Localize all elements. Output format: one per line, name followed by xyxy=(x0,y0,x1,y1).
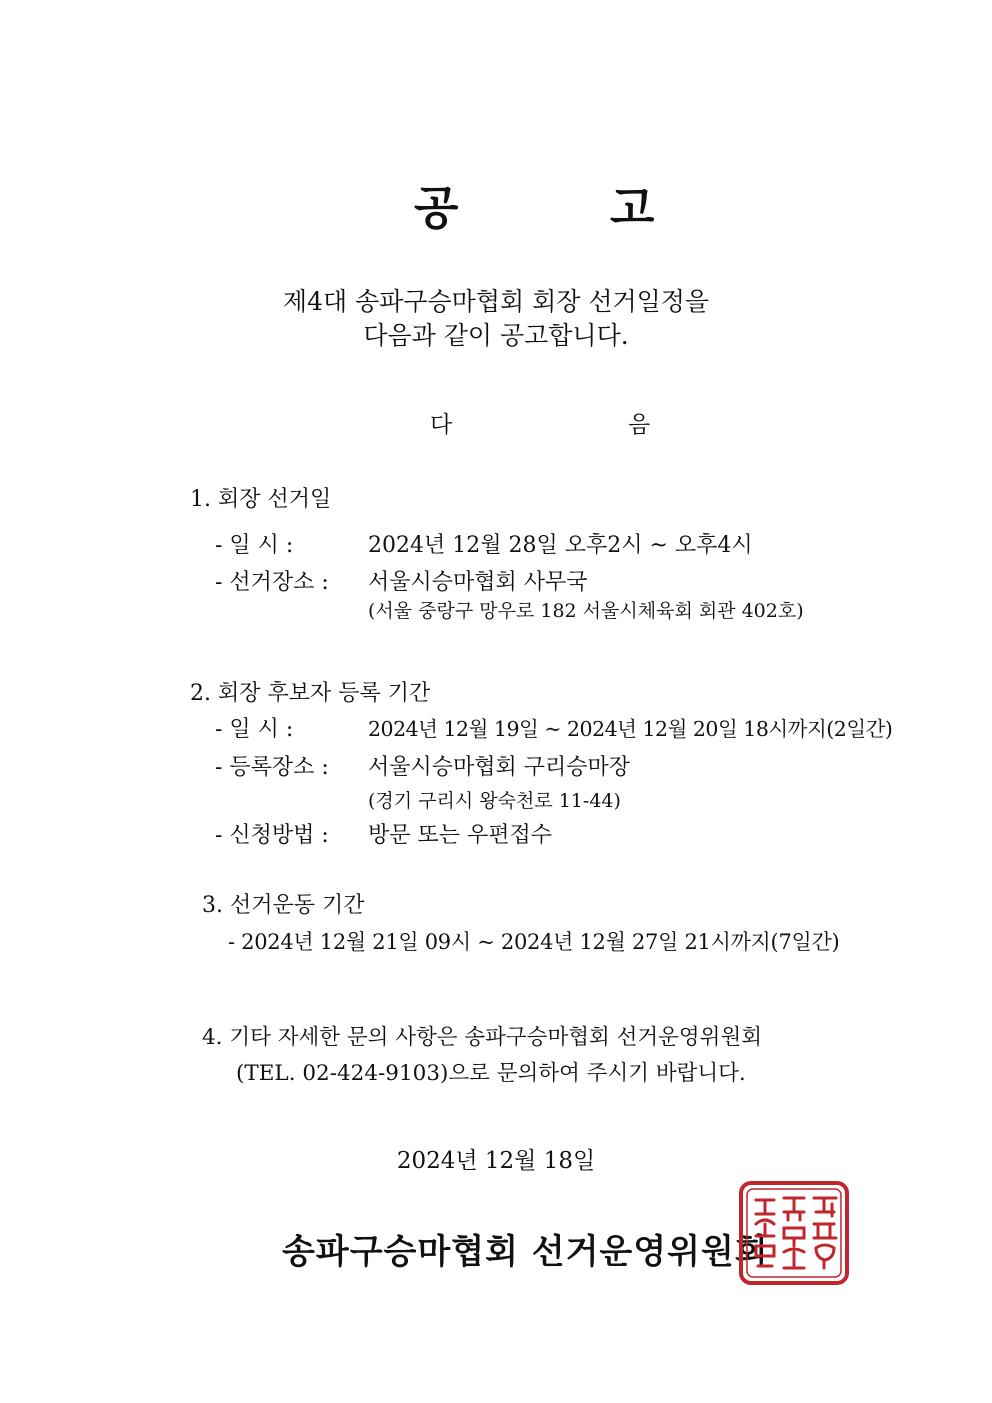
heading-left: 다 xyxy=(430,412,453,438)
section-1-place-value: 서울시승마협회 사무국 xyxy=(368,570,588,595)
section-2-datetime-label: - 일 시 : xyxy=(215,717,294,742)
section-2-method-value: 방문 또는 우편접수 xyxy=(368,823,553,848)
section-2-place-label: - 등록장소 : xyxy=(215,755,329,780)
heading-right: 음 xyxy=(628,412,651,438)
section-2-place-value: 서울시승마협회 구리승마장 xyxy=(368,755,631,780)
section-2-place-address: (경기 구리시 왕숙천로 11-44) xyxy=(368,790,621,812)
section-1-datetime-label: - 일 시 : xyxy=(215,533,294,558)
organization-name: 송파구승마협회 선거운영위원회 xyxy=(282,1232,769,1272)
section-3-title: 3. 선거운동 기간 xyxy=(202,893,365,918)
section-3-period: - 2024년 12월 21일 09시 ~ 2024년 12월 27일 21시까지(7일간) xyxy=(228,930,840,954)
section-1-place-address: (서울 중랑구 망우로 182 서울시체육회 회관 402호) xyxy=(368,600,804,622)
section-1-place-label: - 선거장소 : xyxy=(215,570,329,595)
section-4-line-1: 4. 기타 자세한 문의 사항은 송파구승마협회 선거운영위원회 xyxy=(202,1025,762,1050)
intro-line-1: 제4대 송파구승마협회 회장 선거일정을 xyxy=(282,287,710,316)
section-2-title: 2. 회장 후보자 등록 기간 xyxy=(190,681,431,706)
intro-line-2: 다음과 같이 공고합니다. xyxy=(363,321,629,350)
official-seal-icon xyxy=(738,1180,850,1286)
section-1-datetime-value: 2024년 12월 28일 오후2시 ~ 오후4시 xyxy=(368,533,753,558)
title-left-char: 공 xyxy=(414,181,459,235)
section-2-datetime-value: 2024년 12월 19일 ~ 2024년 12월 20일 18시까지(2일간) xyxy=(368,717,893,741)
announcement-date: 2024년 12월 18일 xyxy=(396,1148,596,1174)
section-4-line-2: (TEL. 02-424-9103)으로 문의하여 주시기 바랍니다. xyxy=(236,1061,746,1086)
section-1-title: 1. 회장 선거일 xyxy=(190,487,332,512)
section-2-method-label: - 신청방법 : xyxy=(215,823,329,848)
title-right-char: 고 xyxy=(610,181,655,235)
